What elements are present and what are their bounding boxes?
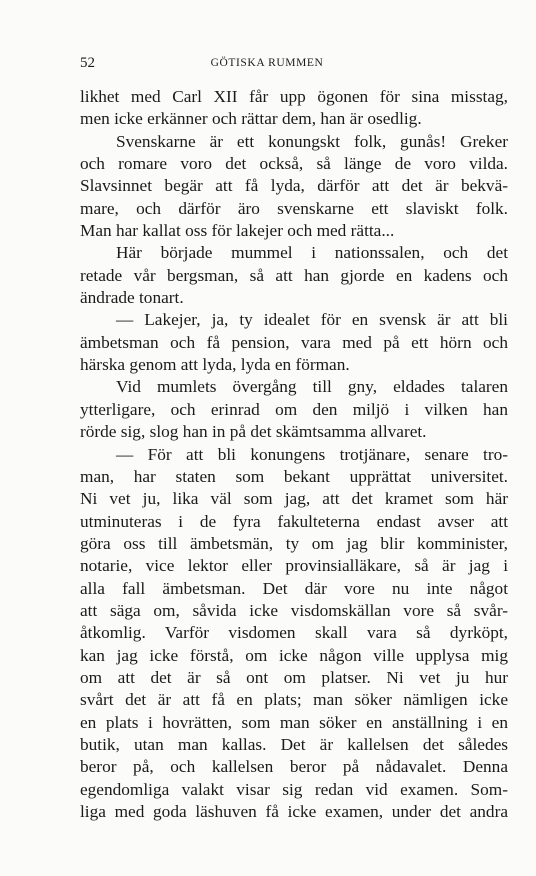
text-line: att säga om, såvida icke visdomskällan vore så svår- xyxy=(80,600,508,620)
text-line: mare, och därför äro svenskarne ett slaviskt folk. xyxy=(80,198,508,218)
text-line: beror på, och kallelsen beror på nådavalet. Denna xyxy=(80,757,508,777)
text-line: — För att bli konungens trotjänare, senare tro- xyxy=(116,444,508,464)
page-number: 52 xyxy=(80,55,95,71)
text-line: Ni vet ju, lika väl som jag, att det kramet som här xyxy=(80,489,508,509)
text-line: Vid mumlets övergång till gny, eldades talaren xyxy=(116,377,508,397)
text-line: svårt det är att få en plats; man söker nämligen icke xyxy=(80,690,508,710)
text-line: ytterligare, och erinrad om den miljö i vilken han xyxy=(80,399,508,419)
text-line: man, har staten som bekant upprättat universitet. xyxy=(80,466,508,486)
text-line: Svenskarne är ett konungskt folk, gunås! Greker xyxy=(116,131,508,151)
text-line: Här började mummel i nationssalen, och det xyxy=(116,243,508,263)
page-header xyxy=(80,55,454,75)
text-line: Slavsinnet begär att få lyda, därför att det är bekvä- xyxy=(80,176,508,196)
text-line: likhet med Carl XII får upp ögonen för sina misstag, xyxy=(80,87,508,106)
text-line: men icke erkänner och rättar dem, han är osedlig. xyxy=(80,109,422,129)
text-line: retade vår bergsman, så att han gjorde en kadens och xyxy=(80,265,508,285)
text-line: ämbetsman och få pension, vara med på ett hörn och xyxy=(80,332,508,352)
text-line: göra oss till ämbetsmän, ty om jag blir komminister, xyxy=(80,533,508,553)
text-line: kan jag icke förstå, om icke någon ville upplysa mig xyxy=(80,645,508,665)
text-line: rörde sig, slog han in på det skämtsamma allvaret. xyxy=(80,422,427,442)
text-line: härska genom att lyda, lyda en förman. xyxy=(80,355,350,375)
text-line: egendomliga valakt visar sig redan vid examen. Som- xyxy=(80,779,508,799)
text-line: åtkomlig. Varför visdomen skall vara så dyrköpt, xyxy=(80,623,508,643)
text-line: ändrade tonart. xyxy=(80,288,184,308)
text-line: alla fall ämbetsman. Det där vore nu inte något xyxy=(80,578,508,598)
text-line: Man har kallat oss för lakejer och med rätta... xyxy=(80,221,395,241)
text-line: utminuteras i de fyra fakulteterna endast avser att xyxy=(80,511,508,531)
body-text xyxy=(80,86,508,823)
text-line: en plats i hovrätten, som man söker en anställning i en xyxy=(80,712,508,732)
text-line: liga med goda läshuven få icke examen, under det andra xyxy=(80,802,508,821)
running-title: GÖTISKA RUMMEN xyxy=(210,57,324,69)
text-line: notarie, vice lektor eller provinsialläkare, så är jag i xyxy=(80,556,508,576)
text-line: — Lakejer, ja, ty idealet för en svensk är att bli xyxy=(116,310,508,330)
text-line: och romare voro det också, så länge de voro vilda. xyxy=(80,154,508,174)
text-line: om att det är så ont om platser. Ni vet ju hur xyxy=(80,667,508,687)
text-line: butik, utan man kallas. Det är kallelsen det således xyxy=(80,734,508,754)
